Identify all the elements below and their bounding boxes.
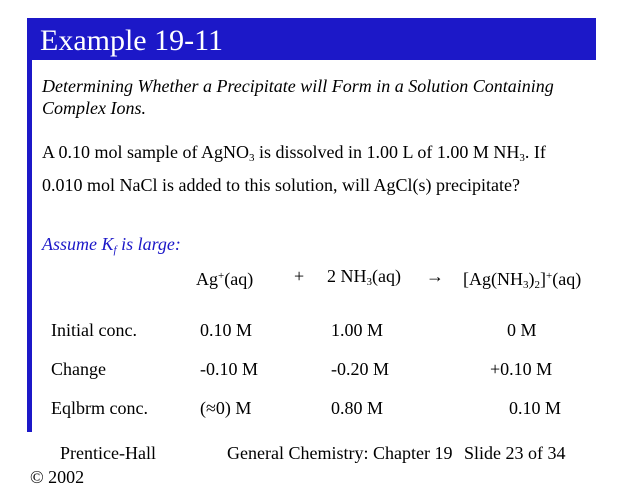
complex-conc-cell: 0.10 M bbox=[509, 398, 562, 418]
reactant-2-sub: 3 bbox=[366, 276, 372, 288]
product-sub-1: 3 bbox=[523, 279, 529, 291]
assumption-note bbox=[42, 233, 181, 261]
assume-sub: f bbox=[113, 244, 117, 256]
problem-statement bbox=[42, 139, 587, 199]
ag-conc-cell: (≈0) M bbox=[200, 398, 252, 418]
problem-sub-1: 3 bbox=[249, 152, 255, 164]
table-row bbox=[0, 395, 638, 421]
complex-conc-cell: 0 M bbox=[507, 320, 537, 340]
row-label: Change bbox=[51, 359, 106, 379]
slide-title: Example 19-11 bbox=[40, 24, 224, 57]
product-phase: (aq) bbox=[552, 269, 582, 289]
equation-product bbox=[463, 265, 581, 296]
slide-subtitle: Determining Whether a Precipitate will Form in a Solution Containing Complex Ions. bbox=[42, 76, 554, 118]
problem-text-3: . If 0.010 mol NaCl is added to this solution, will AgCl(s) precipitate? bbox=[42, 142, 546, 195]
nh3-conc-cell: -0.20 M bbox=[331, 359, 389, 379]
equation-reactant-2 bbox=[327, 265, 401, 293]
table-row bbox=[0, 356, 638, 382]
reactant-1-formula: Ag bbox=[196, 269, 218, 289]
nh3-conc-cell: 0.80 M bbox=[331, 398, 384, 418]
nh3-conc-cell: 1.00 M bbox=[331, 320, 384, 340]
equation-reactant-1 bbox=[196, 265, 253, 290]
problem-sub-2: 3 bbox=[519, 152, 525, 164]
complex-conc-cell: +0.10 M bbox=[490, 359, 553, 379]
equation-arrow: → bbox=[426, 266, 444, 286]
product-part-a: [Ag(NH bbox=[463, 269, 523, 289]
footer-slide-number: Slide 23 of 34 bbox=[464, 443, 566, 463]
footer-copyright: © 2002 bbox=[30, 467, 85, 487]
table-row bbox=[0, 317, 638, 343]
assume-suffix: is large: bbox=[116, 234, 181, 254]
ag-conc-cell: -0.10 M bbox=[200, 359, 258, 379]
ag-conc-cell: 0.10 M bbox=[200, 320, 253, 340]
row-label: Eqlbrm conc. bbox=[51, 398, 148, 418]
product-part-c: ] bbox=[540, 269, 546, 289]
problem-text-1: A 0.10 mol sample of AgNO bbox=[42, 142, 249, 162]
reactant-2-formula: 2 NH bbox=[327, 266, 367, 286]
equation-plus-sign: + bbox=[294, 266, 305, 286]
footer-publisher: Prentice-Hall bbox=[60, 443, 156, 463]
reactant-2-phase: (aq) bbox=[372, 266, 401, 286]
product-charge: + bbox=[546, 270, 553, 282]
product-part-b: ) bbox=[528, 269, 535, 289]
assume-prefix: Assume K bbox=[42, 234, 114, 254]
footer-course: General Chemistry: Chapter 19 bbox=[227, 443, 453, 463]
reactant-1-charge: + bbox=[218, 270, 225, 282]
problem-text-2: is dissolved in 1.00 L of 1.00 M NH bbox=[254, 142, 520, 162]
product-sub-2: 2 bbox=[534, 279, 540, 291]
reactant-1-phase: (aq) bbox=[224, 269, 254, 289]
row-label: Initial conc. bbox=[51, 320, 137, 340]
